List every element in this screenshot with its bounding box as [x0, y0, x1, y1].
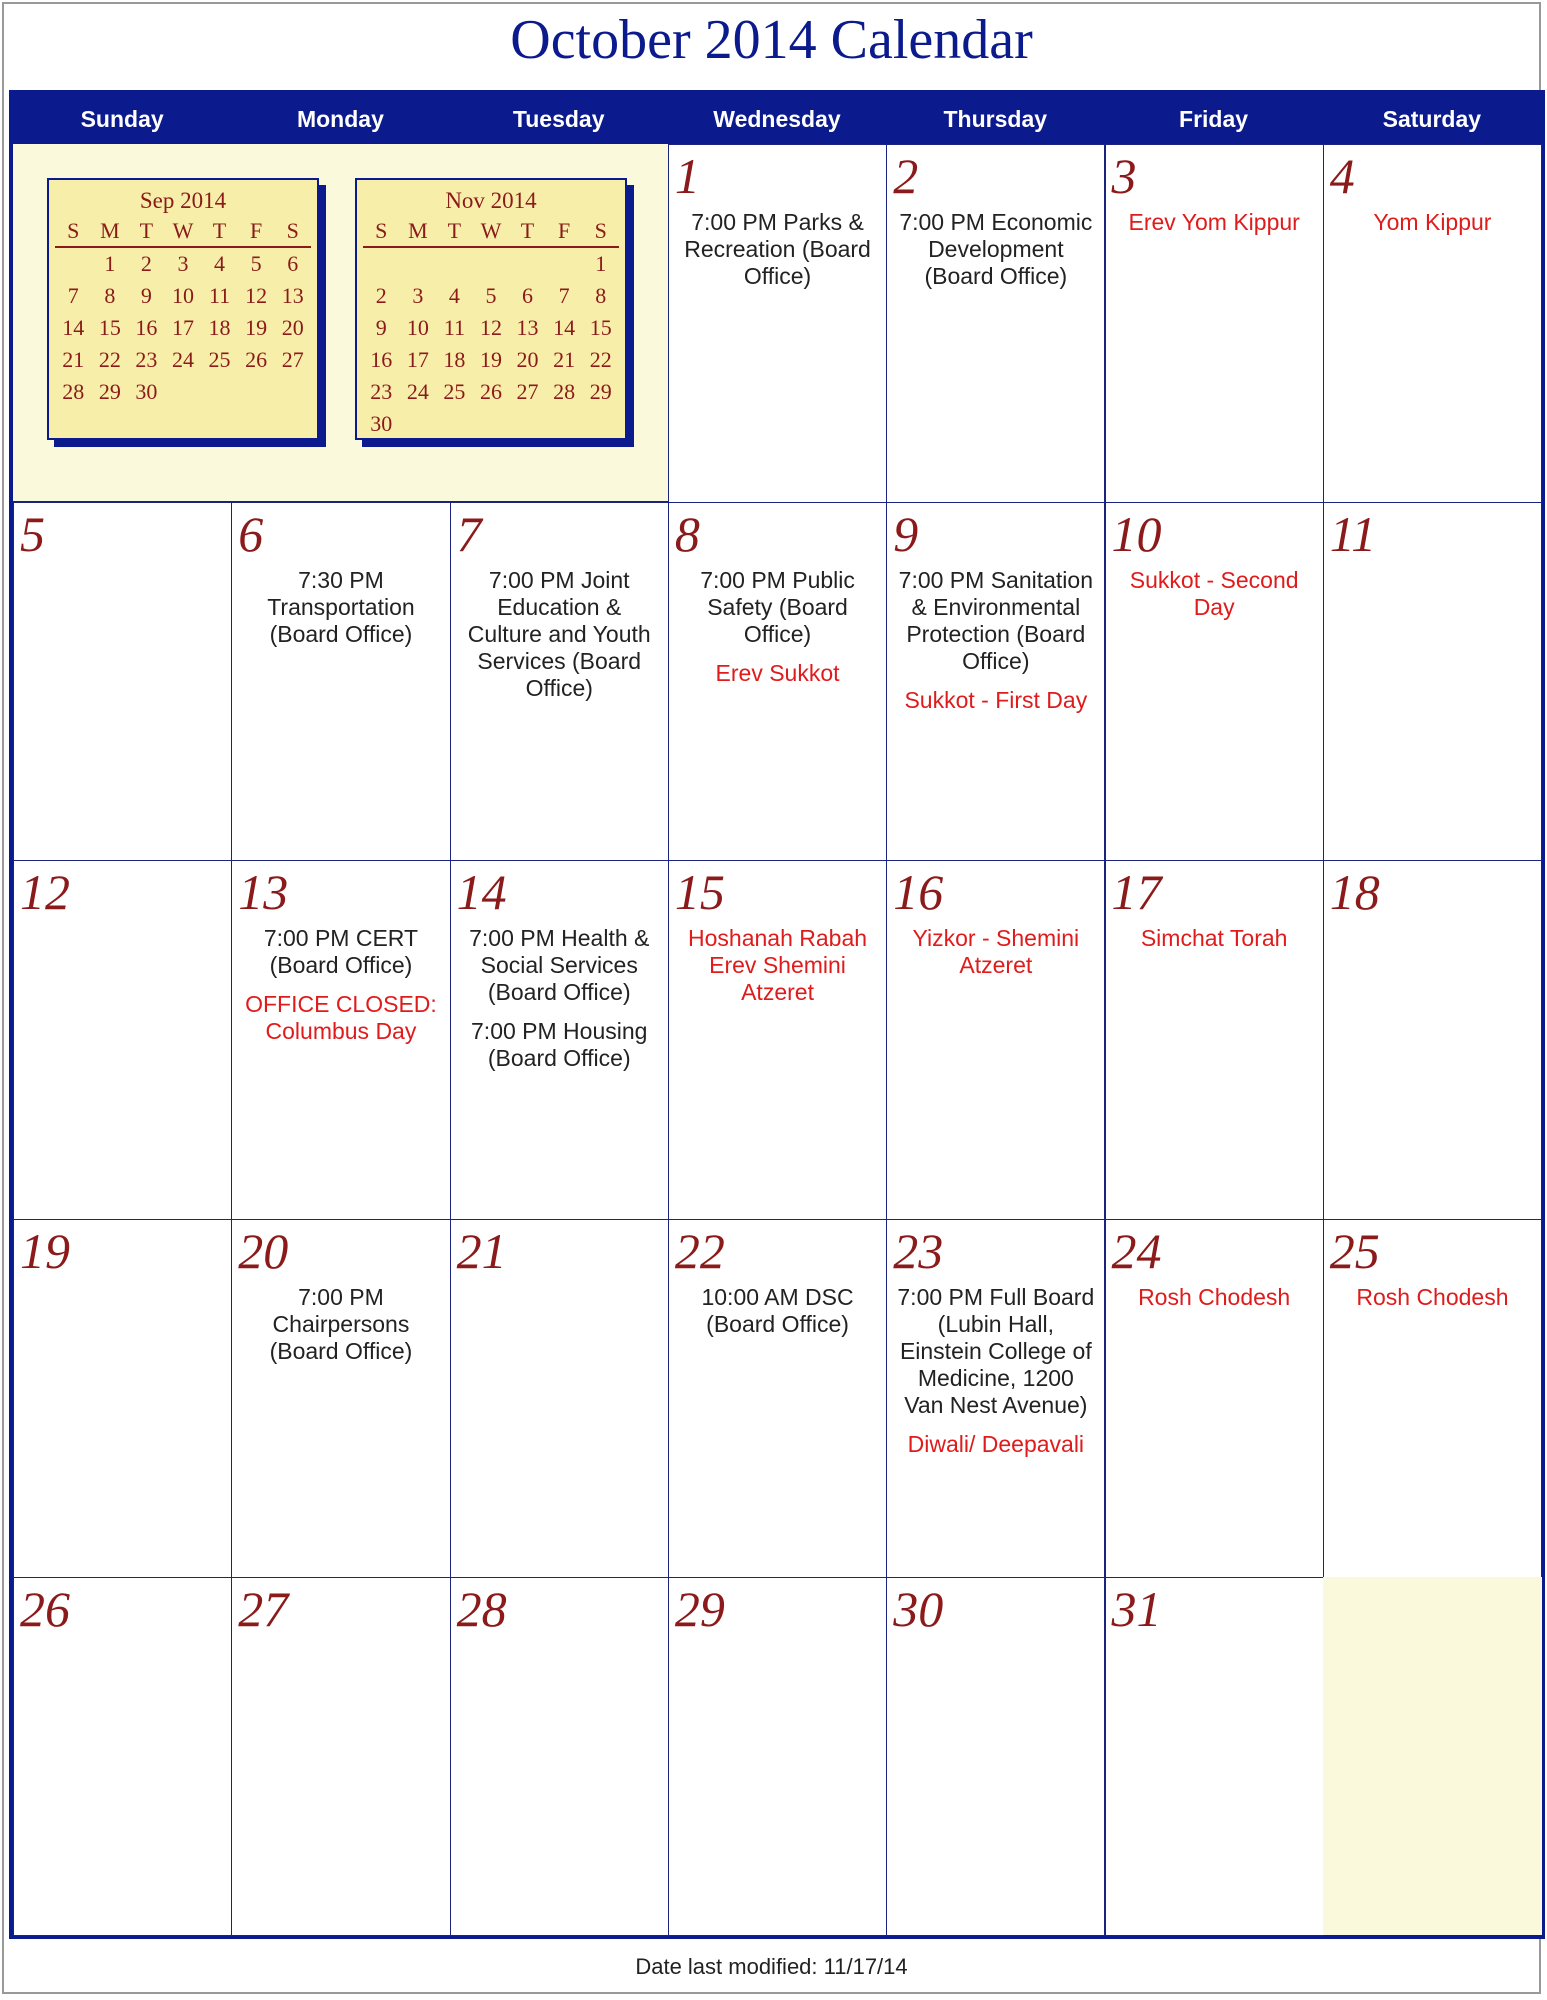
meeting-event: 7:00 PM Joint Education & Culture and Youth Services (Board Office) [467, 567, 651, 702]
event-list [669, 1284, 886, 1350]
day-number: 11 [1329, 506, 1377, 563]
mini-calendar-day: 19 [479, 347, 502, 372]
event-list [232, 567, 449, 660]
meeting-event: 7:00 PM CERT (Board Office) [263, 925, 419, 979]
meeting-event: 7:00 PM Housing (Board Office) [471, 1018, 648, 1072]
mini-calendar-day [436, 408, 473, 440]
event-list [887, 925, 1104, 991]
day-cell [13, 860, 232, 1219]
day-cell [13, 502, 232, 861]
mini-calendar-day: 7 [558, 283, 570, 308]
mini-calendar-day: 15 [589, 315, 612, 340]
day-number: 15 [674, 864, 725, 921]
mini-calendar-day: 27 [516, 379, 539, 404]
day-number: 6 [238, 506, 264, 563]
day-number: 14 [456, 864, 507, 921]
weekday-sunday: Sunday [80, 106, 164, 132]
event-list [232, 925, 449, 1057]
day-cell [668, 144, 887, 503]
mini-calendar-day: 10 [171, 283, 194, 308]
event-list [1324, 209, 1541, 248]
mini-calendar-day: 9 [140, 283, 152, 308]
mini-calendar-title: Sep 2014 [139, 188, 227, 213]
mini-calendar-day: 25 [443, 379, 466, 404]
holiday-label: OFFICE CLOSED: Columbus Day [245, 991, 437, 1045]
mini-calendar-day [582, 408, 619, 440]
mini-calendar-day: 26 [479, 379, 502, 404]
day-number: 7 [456, 506, 482, 563]
holiday-label: Simchat Torah [1140, 925, 1288, 952]
mini-calendar-day [165, 376, 202, 408]
day-number: 21 [456, 1222, 507, 1279]
mini-calendar-weekday: W [473, 216, 510, 247]
mini-calendar-day: 19 [245, 315, 268, 340]
meeting-event: 7:30 PM Transportation (Board Office) [267, 567, 415, 648]
mini-calendar-day: 9 [375, 315, 387, 340]
mini-calendar-day [473, 247, 510, 280]
day-number: 5 [20, 506, 45, 563]
mini-calendar-weekday: S [55, 216, 92, 247]
mini-calendar-weekday: F [546, 216, 583, 247]
mini-calendar-day: 16 [135, 315, 158, 340]
mini-calendar-weekday: T [509, 216, 546, 247]
day-cell [668, 1219, 887, 1578]
day-number: 1 [674, 148, 700, 204]
mini-calendar-day [400, 247, 437, 280]
day-cell [13, 1577, 232, 1936]
day-cell [231, 860, 450, 1219]
event-list [451, 567, 668, 714]
mini-calendar-day: 14 [62, 315, 85, 340]
holiday-label: Diwali/ Deepavali [907, 1430, 1085, 1457]
day-cell [886, 144, 1105, 503]
day-number: 23 [893, 1222, 944, 1279]
day-number: 13 [238, 864, 289, 921]
day-cell [1105, 144, 1324, 503]
mini-calendar-day: 5 [485, 283, 497, 308]
mini-calendar-day: 3 [412, 283, 424, 308]
mini-calendar-day [274, 376, 311, 408]
day-number: 26 [20, 1580, 70, 1637]
event-list [669, 567, 886, 699]
mini-calendar-day [55, 247, 92, 280]
mini-calendar-day: 13 [281, 283, 304, 308]
mini-calendar-day: 30 [370, 411, 393, 436]
event-list [1106, 1284, 1323, 1323]
mini-calendar-day [509, 247, 546, 280]
event-list [887, 567, 1104, 726]
day-number: 31 [1111, 1580, 1162, 1637]
mini-calendar-prev-month [47, 178, 319, 440]
meeting-event: 7:00 PM Full Board (Lubin Hall, Einstein College of Medicine, 1200 Van Nest Avenue) [897, 1283, 1095, 1418]
day-cell [886, 1219, 1105, 1578]
day-number: 27 [238, 1580, 289, 1637]
holiday-label: Hoshanah Rabah Erev Shemini Atzeret [688, 925, 868, 1006]
mini-calendar-day: 16 [370, 347, 393, 372]
event-list [887, 1284, 1104, 1470]
day-number: 22 [674, 1222, 725, 1279]
event-list [1106, 925, 1323, 964]
mini-calendar-day: 6 [287, 251, 299, 276]
mini-calendar-day: 24 [171, 347, 194, 372]
day-cell [1105, 1577, 1324, 1936]
mini-calendar-day: 6 [522, 283, 534, 308]
page-frame [2, 2, 1541, 1994]
holiday-label: Sukkot - Second Day [1129, 567, 1299, 621]
mini-calendar-day: 1 [595, 251, 607, 276]
meeting-event: 7:00 PM Health & Social Services (Board Office) [469, 925, 650, 1006]
mini-calendar-weekday: S [363, 216, 400, 247]
weekday-header-row [13, 94, 1541, 144]
weekday-wednesday: Wednesday [713, 106, 841, 132]
holiday-label: Rosh Chodesh [1138, 1283, 1291, 1310]
mini-calendar-day: 8 [104, 283, 116, 308]
mini-calendar-day: 3 [177, 251, 189, 276]
meeting-event: 7:00 PM Sanitation & Environmental Protection (Board Office) [898, 567, 1093, 675]
mini-calendar-day: 25 [208, 347, 231, 372]
trailing-blank-cell [1323, 1577, 1542, 1935]
mini-calendar-day: 4 [214, 251, 226, 276]
mini-calendar-day: 18 [208, 315, 231, 340]
mini-calendar-day: 17 [406, 347, 429, 372]
mini-calendar-day: 10 [406, 315, 429, 340]
day-number: 25 [1329, 1222, 1380, 1279]
mini-calendar-day [201, 376, 238, 408]
day-cell [886, 502, 1105, 861]
day-cell [13, 1219, 232, 1578]
mini-calendar-day [238, 376, 275, 408]
mini-calendar-weekday: W [165, 216, 202, 247]
mini-calendar-day: 22 [589, 347, 612, 372]
day-cell [450, 1577, 669, 1936]
mini-calendar-day: 20 [281, 315, 304, 340]
day-cell [450, 860, 669, 1219]
weekday-monday: Monday [296, 106, 384, 132]
holiday-label: Rosh Chodesh [1356, 1283, 1509, 1310]
day-cell [1105, 502, 1324, 861]
mini-calendar-day: 8 [595, 283, 607, 308]
mini-calendar-weekday: T [128, 216, 165, 247]
mini-calendar-day: 12 [479, 315, 502, 340]
mini-calendar-day: 14 [553, 315, 576, 340]
meeting-event: 7:00 PM Economic Development (Board Office) [899, 209, 1093, 289]
event-list [669, 209, 886, 302]
day-number: 29 [674, 1580, 725, 1637]
day-number: 3 [1111, 148, 1137, 204]
day-cell [668, 1577, 887, 1936]
mini-calendar-day: 21 [62, 347, 85, 372]
mini-calendar-day: 26 [245, 347, 268, 372]
mini-calendar-weekday: T [436, 216, 473, 247]
mini-calendar-table [55, 216, 311, 408]
last-modified-note: Date last modified: 11/17/14 [635, 1954, 908, 1979]
mini-calendar-day: 29 [589, 379, 612, 404]
mini-calendar-day [473, 408, 510, 440]
mini-calendar-weekday: T [201, 216, 238, 247]
mini-calendar-title: Nov 2014 [445, 188, 537, 213]
mini-calendar-weekday: S [582, 216, 619, 247]
mini-calendar-day [509, 408, 546, 440]
mini-calendar-day: 30 [135, 379, 158, 404]
day-cell [450, 502, 669, 861]
mini-calendar-day: 12 [245, 283, 268, 308]
weekday-tuesday: Tuesday [512, 106, 605, 132]
mini-calendar-day: 23 [370, 379, 393, 404]
mini-calendar-day: 13 [516, 315, 539, 340]
day-number: 10 [1111, 506, 1162, 563]
mini-calendar-day: 21 [553, 347, 576, 372]
mini-calendar-day: 4 [448, 283, 460, 308]
day-number: 19 [20, 1222, 70, 1279]
meeting-event: 7:00 PM Public Safety (Board Office) [700, 567, 855, 648]
event-list [1106, 209, 1323, 248]
mini-calendar-day: 27 [281, 347, 304, 372]
meeting-event: 7:00 PM Parks & Recreation (Board Office) [684, 209, 871, 289]
mini-calendar-day: 29 [98, 379, 121, 404]
mini-calendar-day: 2 [140, 251, 152, 276]
mini-calendar-weekday: F [238, 216, 275, 247]
mini-calendar-day [400, 408, 437, 440]
mini-calendar-day: 2 [375, 283, 387, 308]
mini-calendar-day [546, 408, 583, 440]
day-number: 20 [238, 1222, 289, 1279]
mini-calendar-day: 11 [208, 283, 231, 308]
day-cell [1323, 860, 1542, 1219]
meeting-event: 7:00 PM Chairpersons (Board Office) [269, 1283, 413, 1364]
day-number: 30 [893, 1580, 944, 1637]
day-cell [668, 860, 887, 1219]
day-cell [450, 1219, 669, 1578]
mini-calendar-day: 22 [98, 347, 121, 372]
day-number: 24 [1111, 1222, 1162, 1279]
mini-calendar-day: 15 [98, 315, 121, 340]
day-cell [1105, 860, 1324, 1219]
day-number: 4 [1329, 148, 1355, 204]
mini-calendar-day [436, 247, 473, 280]
mini-calendar-day: 1 [104, 251, 116, 276]
mini-calendar-next-month [355, 178, 627, 440]
mini-calendar-day: 28 [62, 379, 85, 404]
mini-calendar-day: 5 [250, 251, 262, 276]
mini-calendar-day [363, 247, 400, 280]
meeting-event: 10:00 AM DSC (Board Office) [701, 1283, 854, 1337]
mini-calendar-table [363, 216, 619, 440]
mini-calendar-weekday: S [274, 216, 311, 247]
day-cell [886, 1577, 1105, 1936]
mini-calendar-weekday: M [400, 216, 437, 247]
event-list [232, 1284, 449, 1377]
mini-calendar-day: 24 [406, 379, 429, 404]
day-cell [231, 1219, 450, 1578]
day-number: 18 [1329, 864, 1380, 921]
event-list [1324, 1284, 1541, 1323]
day-number: 9 [893, 506, 919, 563]
mini-calendar-day: 18 [443, 347, 466, 372]
mini-calendar-day [546, 247, 583, 280]
mini-calendar-day: 23 [135, 347, 158, 372]
weekday-saturday: Saturday [1382, 106, 1482, 132]
day-cell [231, 502, 450, 861]
day-number: 28 [456, 1580, 507, 1637]
day-number: 8 [674, 506, 700, 563]
day-cell [886, 860, 1105, 1219]
event-list [451, 925, 668, 1084]
day-cell [668, 502, 887, 861]
day-number: 17 [1111, 864, 1162, 921]
day-number: 12 [20, 864, 70, 921]
day-number: 16 [893, 864, 944, 921]
mini-calendar-day: 28 [553, 379, 576, 404]
page-title: October 2014 Calendar [510, 9, 1033, 71]
month-calendar [9, 90, 1545, 1939]
event-list [669, 925, 886, 1018]
weekday-friday: Friday [1179, 106, 1249, 132]
event-list [887, 209, 1104, 302]
holiday-label: Yom Kippur [1373, 209, 1492, 235]
event-list [1106, 567, 1323, 633]
holiday-label: Erev Yom Kippur [1128, 209, 1300, 235]
leading-blank-area [13, 144, 668, 502]
holiday-label: Sukkot - First Day [904, 687, 1088, 714]
mini-calendar-weekday: M [92, 216, 129, 247]
day-cell [1323, 502, 1542, 861]
holiday-label: Erev Sukkot [715, 660, 840, 687]
day-cell [231, 1577, 450, 1936]
mini-calendar-day: 7 [67, 283, 79, 308]
mini-calendar-day: 20 [516, 347, 539, 372]
day-number: 2 [893, 148, 919, 204]
day-cell [1323, 144, 1542, 503]
day-cell [1323, 1219, 1542, 1578]
mini-calendar-day: 11 [443, 315, 465, 340]
holiday-label: Yizkor - Shemini Atzeret [912, 925, 1080, 979]
mini-calendar-day: 17 [171, 315, 194, 340]
weekday-thursday: Thursday [943, 106, 1048, 132]
day-grid [13, 144, 1541, 1935]
day-cell [1105, 1219, 1324, 1578]
